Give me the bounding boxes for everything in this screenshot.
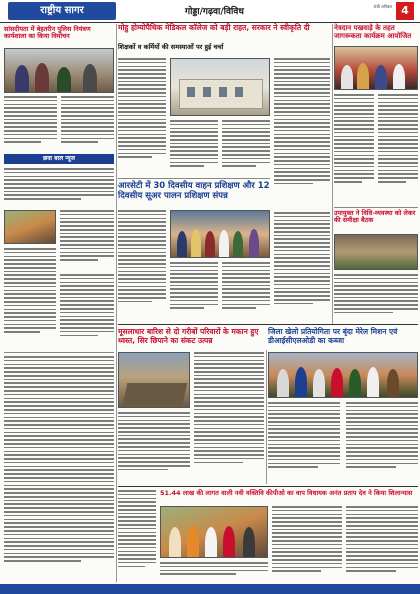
bottom-divider <box>118 486 418 487</box>
brief-2 <box>60 210 114 270</box>
rseti-training-photo <box>170 210 270 258</box>
foundation-caption <box>160 562 268 582</box>
page-number-badge: 4 <box>396 2 414 20</box>
rseti-body-3 <box>222 262 270 320</box>
column-rule-3 <box>266 350 267 484</box>
law-order-body <box>334 274 418 322</box>
foundation-body-mid <box>272 506 342 582</box>
story-headline-rseti: आरसेटी में 30 दिवसीय वाहन प्रशिक्षण और 12 दिवसीय सूअर पालन प्रशिक्षण संपन्न <box>118 181 270 201</box>
college-story-body-1 <box>118 58 166 176</box>
left-col-divider <box>4 352 114 353</box>
sports-body-2 <box>346 402 418 482</box>
eye-donation-event-photo <box>334 46 418 90</box>
college-story-body-4 <box>274 58 330 208</box>
brief-photo <box>4 210 56 244</box>
rseti-body-4 <box>274 212 330 322</box>
police-event-photo <box>4 48 114 93</box>
story-headline-foundation: 51.44 लाख की लागत वाली नवी वक्तिवि कीपीओ का वाप विधायक अनंत प्रताप देव ने किया शिलान्यास <box>160 489 413 497</box>
brief-1 <box>4 168 114 208</box>
rseti-body-2 <box>170 262 218 320</box>
rseti-body-1 <box>118 210 166 320</box>
foundation-body-right <box>346 506 418 582</box>
footer-bar <box>0 584 420 594</box>
section-title: गोड्डा/गढ़वा/विविध <box>185 7 244 17</box>
story-subhead-1: शिक्षकों व कर्मियों की समस्याओं पर हुई चर्चा <box>118 43 224 51</box>
college-story-body-3 <box>222 120 270 176</box>
story-headline-police: सांसदीयता में बेहतरीन पुलिस नियंत्रण कार्यशाला का किया विमोचन <box>4 25 91 41</box>
story-body-police-left <box>4 96 57 152</box>
foundation-ceremony-photo <box>160 506 268 558</box>
story-headline-1: मोहु होम्योपैथिक मेडिकल कॉलेज को बड़ी राहत, सरकार ने स्वीकृति दी <box>118 23 310 32</box>
story-headline-law-order: उपायुक्त ने विधि-व्यवस्था को लेकर की समीक्षा बैठक <box>334 209 416 225</box>
newspaper-brand: राष्ट्रीय सागर <box>8 2 116 20</box>
eye-donation-body-1 <box>334 94 374 204</box>
brief-4 <box>60 274 114 348</box>
briefs-banner: छवा बाल न्यूज <box>4 154 114 164</box>
rain-body-1 <box>194 352 264 482</box>
rain-body-2 <box>118 412 190 482</box>
story-body-police-right <box>61 96 114 152</box>
story-headline-rain: मूसलाधार बारिश से दो गरीबों परिवारों के मकान हुए ध्वस्त, सिर छिपाने का संकट उत्पन्न <box>118 327 259 345</box>
brief-3 <box>4 248 56 348</box>
sports-winners-photo <box>268 352 418 398</box>
column-rule-2 <box>332 24 333 324</box>
date-line: रांची शनिवार <box>373 4 392 9</box>
collapsed-house-photo <box>118 352 190 408</box>
masthead <box>0 0 420 22</box>
middle-divider <box>118 324 418 325</box>
story-headline-sports: जिला खेलो प्रतियोगिता पर बृंदा मेरेल मिशन एवं डीआईसीएलओडी का कब्जा <box>268 327 398 345</box>
eye-donation-body-2 <box>378 94 418 204</box>
foundation-body-left <box>118 490 156 582</box>
left-col-lower-stories <box>4 356 114 582</box>
story-headline-eyedonation: नेत्रदान पखवाड़े के तहत जागरूकता कार्यक्रम आयोजित <box>334 24 412 41</box>
sports-body-1 <box>268 402 340 482</box>
center-divider-1 <box>118 178 270 179</box>
college-story-body-2 <box>170 120 218 176</box>
law-order-meeting-photo <box>334 234 418 270</box>
column-rule-1 <box>116 24 117 582</box>
right-col-divider <box>334 207 418 208</box>
college-building-photo <box>170 58 270 116</box>
